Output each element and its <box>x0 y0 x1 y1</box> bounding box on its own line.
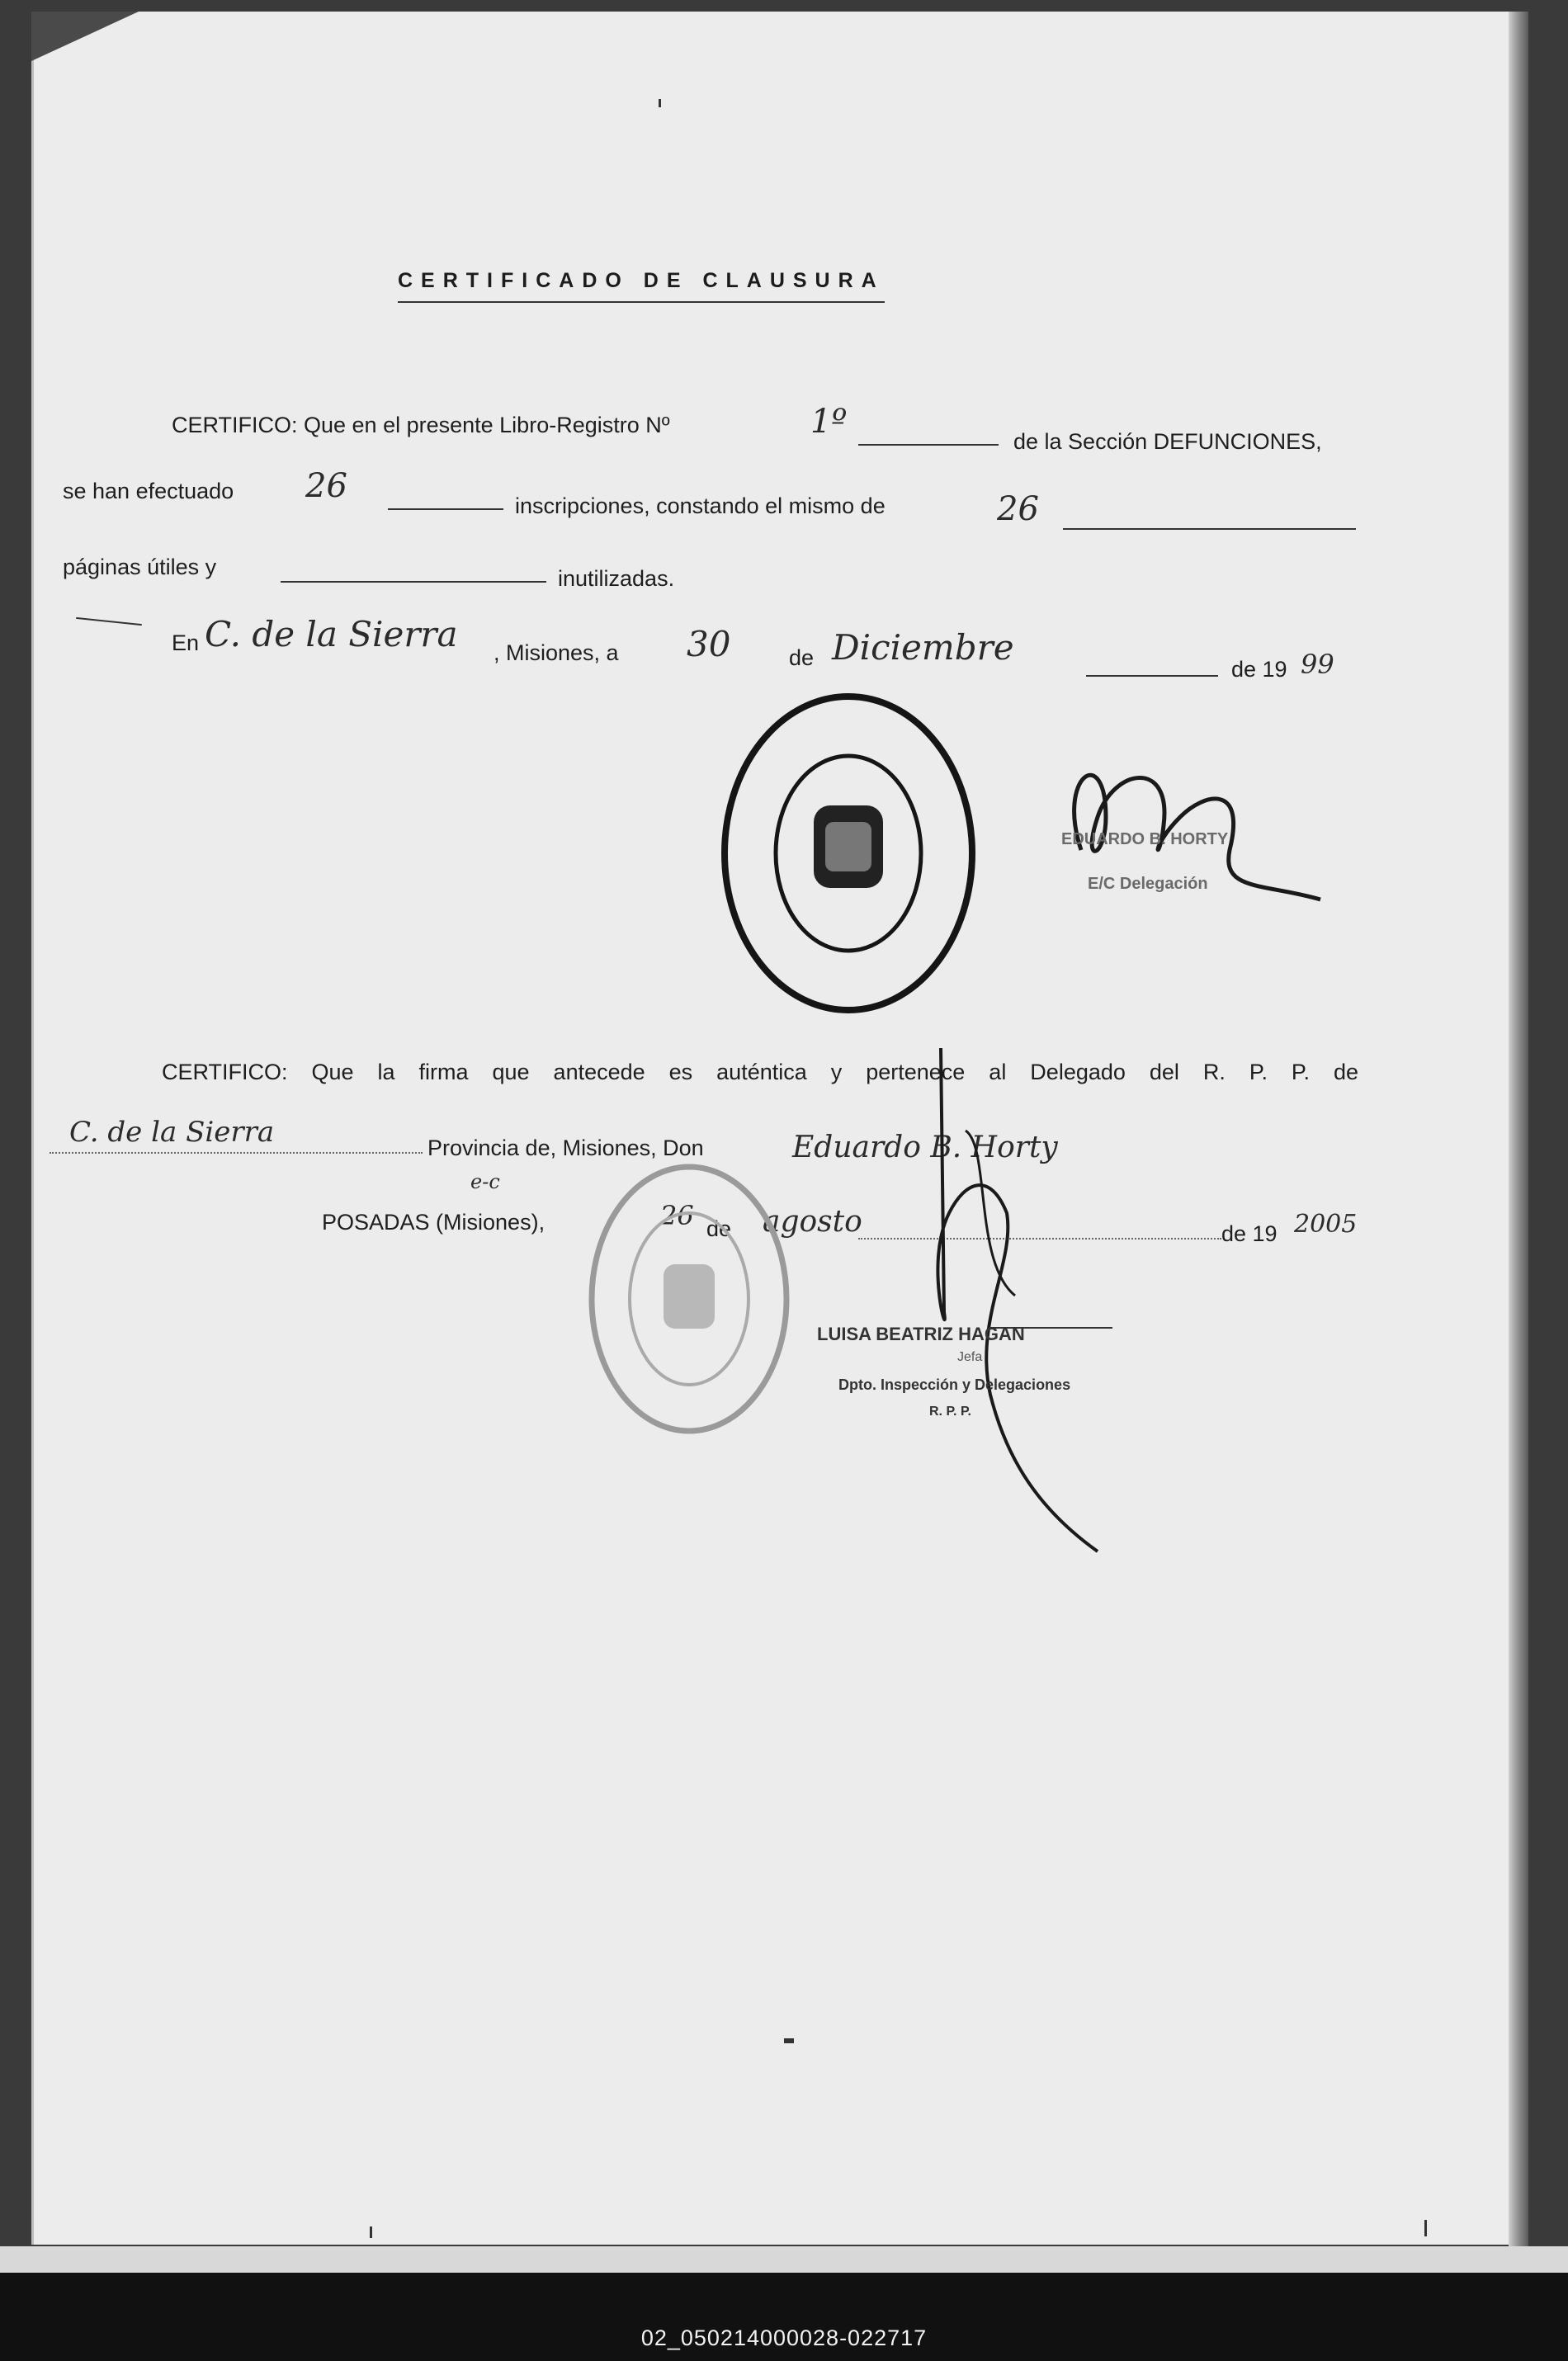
month-blank <box>1086 675 1218 677</box>
inscripciones-count: 26 <box>305 467 347 505</box>
cert2-day-handwritten: 26 <box>660 1200 694 1231</box>
cert1-line4-en: En <box>172 630 200 655</box>
page-bottom-strip <box>0 2246 1568 2273</box>
signature-1-role: E/C Delegación <box>1088 875 1208 893</box>
paginas-count: 26 <box>997 490 1039 528</box>
delegate-name-handwritten: Eduardo B. Horty <box>792 1131 1058 1164</box>
cert1-line2-b: inscripciones, constando el mismo de <box>515 493 886 518</box>
page-fold <box>31 12 139 61</box>
inutilizadas-blank <box>281 581 546 583</box>
page-speck <box>784 2038 794 2043</box>
signature-2-line <box>989 1327 1112 1329</box>
scan-image-id: 02_050214000028-022717 <box>640 2326 928 2350</box>
page-speck <box>659 99 661 107</box>
cert2-line1: CERTIFICO: Que la firma que antecede es auténtica y pertenece al Delegado del R. P. P. de <box>162 1060 1358 1084</box>
document-title: CERTIFICADO DE CLAUSURA <box>398 269 885 303</box>
cert1-line2-a: se han efectuado <box>63 479 234 503</box>
cert2-line3-de: de <box>706 1216 732 1241</box>
signature-2 <box>916 1048 1106 1560</box>
faded-registry-stamp <box>584 1159 794 1439</box>
place-handwritten: C. de la Sierra <box>205 614 458 654</box>
cert2-place-line <box>50 1152 423 1154</box>
cert1-line3-a: páginas útiles y <box>63 555 217 579</box>
cert1-line3-b: inutilizadas. <box>558 566 675 591</box>
signature-1-name: EDUARDO B. HORTY <box>1061 830 1229 848</box>
month-handwritten: Diciembre <box>832 627 1014 668</box>
signature-2-org: R. P. P. <box>929 1405 971 1419</box>
cert2-line2-a: Provincia de, Misiones, Don <box>427 1136 704 1160</box>
cert1-line1-a: CERTIFICO: Que en el presente Libro-Registro Nº <box>172 413 670 437</box>
cert1-line1-b: de la Sección DEFUNCIONES, <box>1013 429 1322 454</box>
cert2-line3-year-prefix: de 19 <box>1221 1221 1278 1246</box>
registro-blank <box>858 444 999 446</box>
signature-2-dept: Dpto. Inspección y Delegaciones <box>838 1376 1071 1393</box>
inscripciones-blank <box>388 508 503 510</box>
registro-number: 1º <box>810 403 848 441</box>
paginas-blank <box>1063 528 1356 530</box>
page-speck <box>1424 2220 1427 2236</box>
signature-2-name: LUISA BEATRIZ HAGAN <box>817 1324 1025 1344</box>
page-speck <box>370 2226 372 2238</box>
year-handwritten: 99 <box>1301 649 1334 680</box>
cert2-place-handwritten: C. de la Sierra <box>69 1116 275 1149</box>
delegate-note: e-c <box>470 1170 500 1193</box>
registry-stamp <box>718 690 979 1017</box>
day-handwritten: 30 <box>687 624 731 664</box>
cert1-line4-de: de <box>789 645 815 670</box>
cert1-line4-year-prefix: de 19 <box>1231 657 1287 682</box>
cert2-month-handwritten: agosto <box>763 1205 862 1239</box>
page-edge <box>1509 12 1528 2273</box>
signature-2-role: Jefa <box>957 1350 983 1364</box>
cert2-year-handwritten: 2005 <box>1294 1210 1358 1239</box>
cert1-line4-misiones: , Misiones, a <box>494 640 619 665</box>
cert2-line3-a: POSADAS (Misiones), <box>322 1210 545 1235</box>
signature-1 <box>1048 726 1345 924</box>
